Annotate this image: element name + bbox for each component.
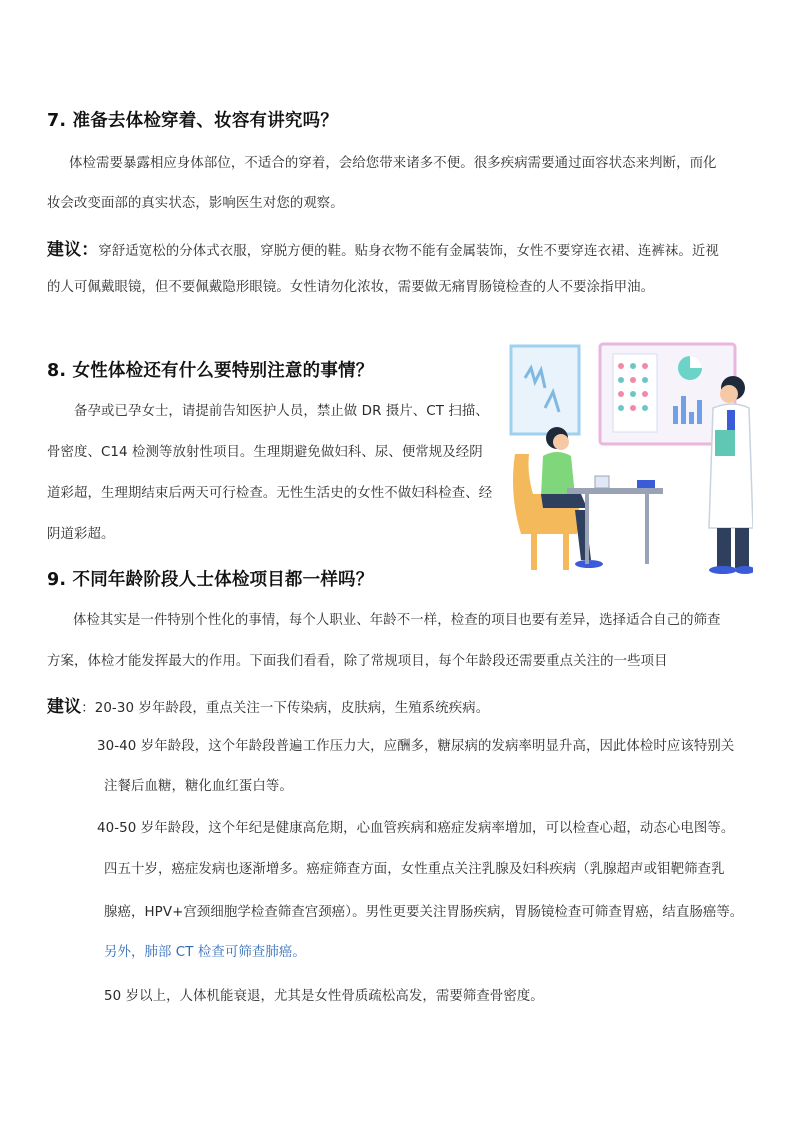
age-40-50-line-3: 腺癌，HPV+宫颈细胞学检查筛查宫颈癌）。男性更要关注胃肠疾病，胃肠镜检查可筛查胃癌，结直肠癌等。 (104, 905, 744, 920)
section-8-heading: 8. 女性体检还有什么要特别注意的事情？ (47, 361, 374, 381)
section-9-advice-label: 建议 (47, 697, 82, 717)
section-8-body-line-1: 备孕或已孕女士，请提前告知医护人员，禁止做 DR 摄片、CT 扫描、 (74, 404, 489, 419)
section-7-advice-label: 建议： (47, 240, 99, 260)
section-9-advice-line (47, 692, 489, 717)
section-7-advice-line-1 (47, 235, 719, 260)
lung-ct-note: 另外，肺部 CT 检查可筛查肺癌。 (104, 945, 306, 960)
age-50-plus-line: 50 岁以上，人体机能衰退，尤其是女性骨质疏松高发，需要筛查骨密度。 (104, 989, 544, 1004)
section-8-body-line-4: 阴道彩超。 (47, 527, 115, 542)
section-7-body-line-2: 妆会改变面部的真实状态，影响医生对您的观察。 (47, 196, 344, 211)
section-9-advice-20-30: ：20-30 岁年龄段，重点关注一下传染病，皮肤病，生殖系统疾病。 (81, 701, 490, 716)
doctor-patient-consultation-illustration (505, 338, 753, 578)
section-7-body-line-1: 体检需要暴露相应身体部位，不适合的穿着，会给您带来诸多不便。很多疾病需要通过面容状态来判断，而化 (69, 156, 717, 171)
age-40-50-line-1: 40-50 岁年龄段，这个年纪是健康高危期，心血管疾病和癌症发病率增加，可以检查心超，动态心电图等。 (97, 821, 735, 836)
section-9-body-line-2: 方案，体检才能发挥最大的作用。下面我们看看，除了常规项目，每个年龄段还需要重点关注的一些项目 (47, 654, 668, 669)
desk-icon (567, 488, 663, 494)
section-7-heading: 7. 准备去体检穿着、妆容有讲究吗？ (47, 111, 339, 131)
age-30-40-line-1: 30-40 岁年龄段，这个年龄段普遍工作压力大，应酬多，糖尿病的发病率明显升高，因此体检时应该特别关 (97, 739, 735, 754)
section-7-advice-line-2: 的人可佩戴眼镜，但不要佩戴隐形眼镜。女性请勿化浓妆，需要做无痛胃肠镜检查的人不要涂指甲油。 (47, 280, 655, 295)
age-40-50-line-2: 四五十岁，癌症发病也逐渐增多。癌症筛查方面，女性重点关注乳腺及妇科疾病（乳腺超声或钼靶筛查乳 (104, 862, 725, 877)
window-icon (511, 346, 579, 434)
section-9-heading: 9. 不同年龄阶段人士体检项目都一样吗？ (47, 570, 374, 590)
section-7-advice-text-1: 穿舒适宽松的分体式衣服，穿脱方便的鞋。贴身衣物不能有金属装饰，女性不要穿连衣裙、连裤袜。近视 (98, 244, 719, 259)
section-9-body-line-1: 体检其实是一件特别个性化的事情，每个人职业、年龄不一样，检查的项目也要有差异，选择适合自己的筛查 (73, 613, 721, 628)
section-8-body-line-3: 道彩超，生理期结束后两天可行检查。无性生活史的女性不做妇科检查、经 (47, 486, 493, 501)
section-8-body-line-2: 骨密度、C14 检测等放射性项目。生理期避免做妇科、尿、便常规及经阴 (47, 445, 483, 460)
age-30-40-line-2: 注餐后血糖，糖化血红蛋白等。 (104, 779, 293, 794)
